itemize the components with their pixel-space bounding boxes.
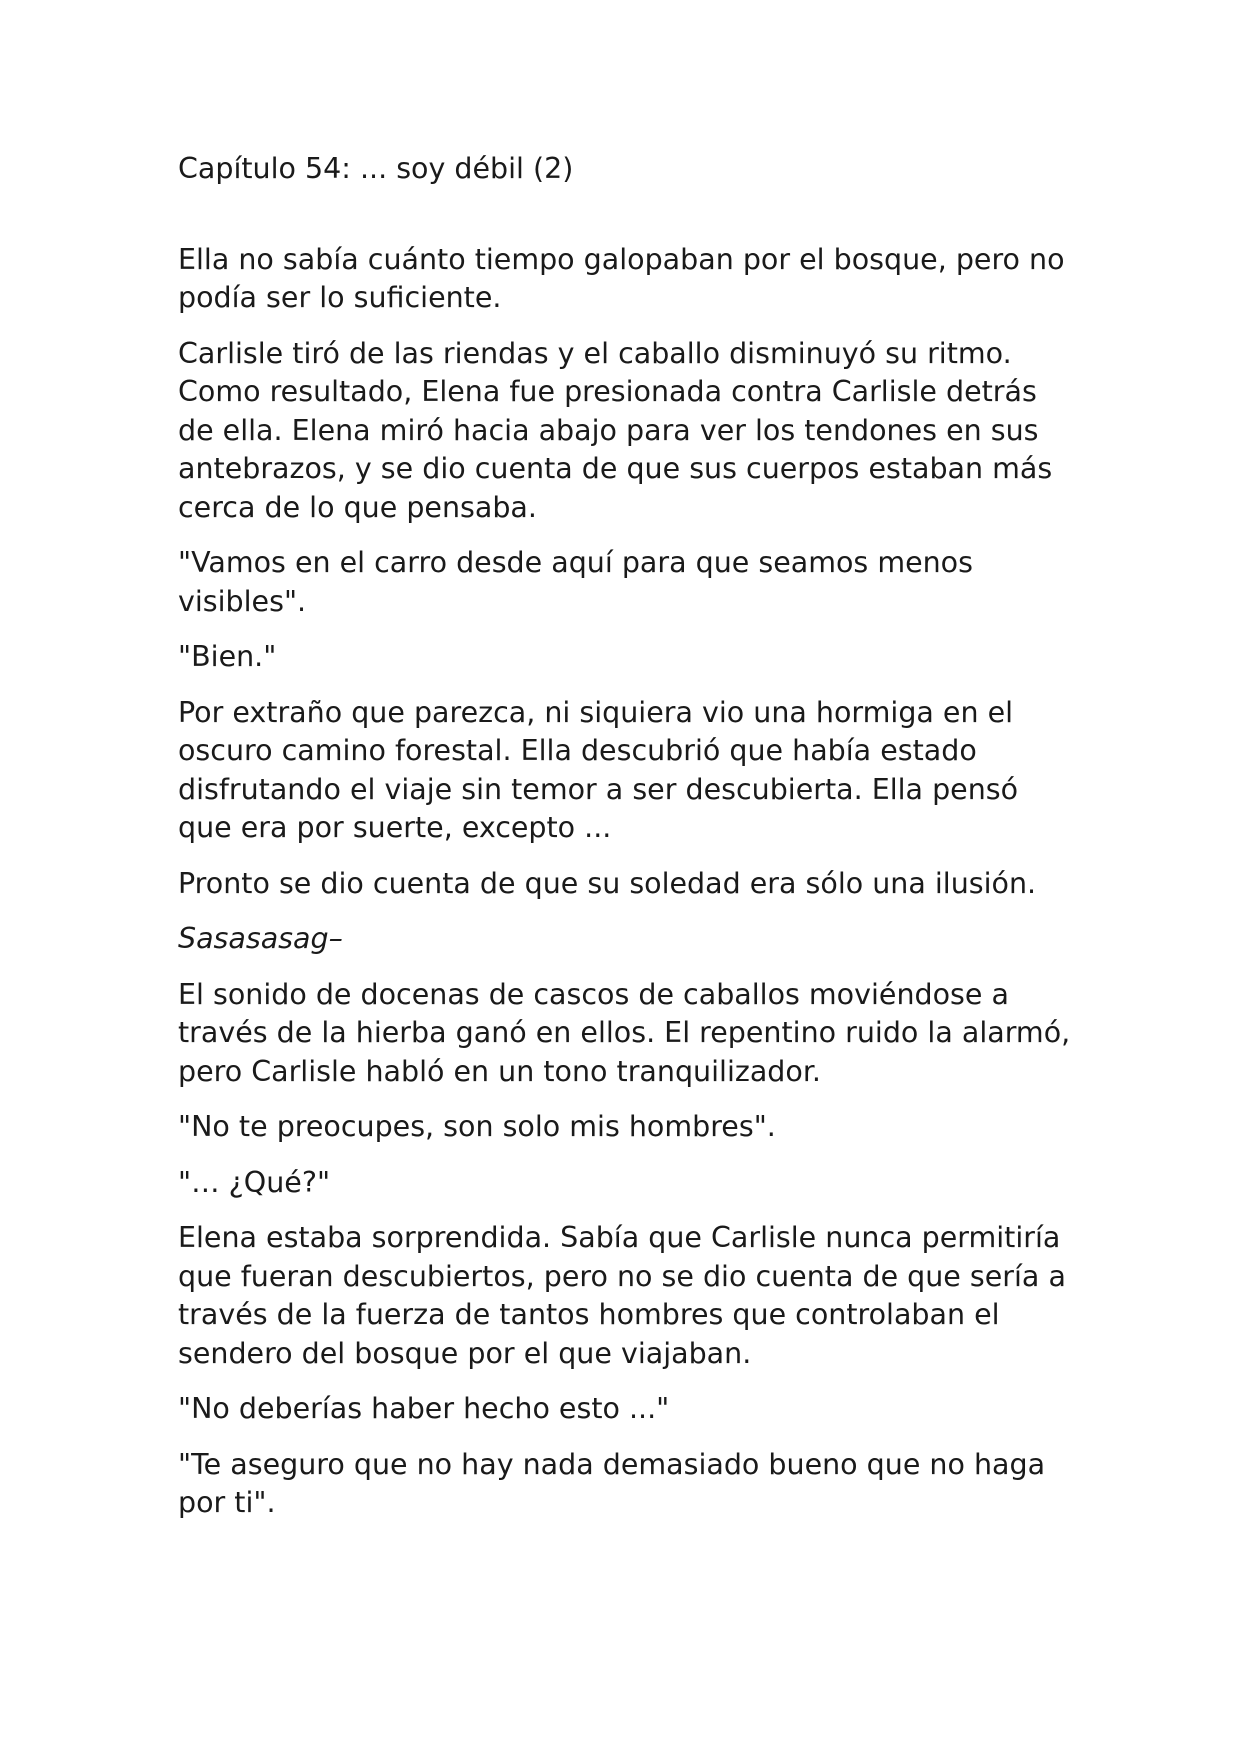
body-paragraph: "… ¿Qué?" bbox=[178, 1165, 331, 1199]
body-paragraph: "No te preocupes, son solo mis hombres". bbox=[178, 1110, 776, 1143]
body-paragraph: Por extraño que parezca, ni siquiera vio una hormiga en el oscuro camino forestal. Ella descubrió que había estado disfrutando el viaje sin temor a ser descubierta. Ella pensó que era por suerte, excepto ... bbox=[178, 695, 1019, 844]
body-paragraph: El sonido de docenas de cascos de caballos moviéndose a través de la hierba ganó en ellos. El repentino ruido la alarmó, pero Carlisle habló en un tono tranquilizador. bbox=[178, 977, 1071, 1088]
body-paragraph: "No deberías haber hecho esto ..." bbox=[178, 1392, 670, 1425]
body-paragraph: "Bien." bbox=[178, 640, 277, 673]
chapter-title: Capítulo 54: ... soy débil (2) bbox=[178, 152, 574, 185]
body-paragraph: "Te aseguro que no hay nada demasiado bueno que no haga por ti". bbox=[178, 1447, 1046, 1519]
body-paragraph: Sasasasag– bbox=[178, 922, 343, 955]
body-paragraph: "Vamos en el carro desde aquí para que seamos menos visibles". bbox=[178, 546, 973, 618]
body-paragraph: Elena estaba sorprendida. Sabía que Carlisle nunca permitiría que fueran descubiertos, pero no se dio cuenta de que sería a través de la fuerza de tantos hombres que controlaban el sendero del bosque por el que viajaban. bbox=[178, 1221, 1066, 1370]
body-paragraph: Pronto se dio cuenta de que su soledad era sólo una ilusión. bbox=[178, 866, 1037, 900]
body-paragraph: Ella no sabía cuánto tiempo galopaban por el bosque, pero no podía ser lo suficiente. bbox=[178, 242, 1065, 314]
body-paragraph: Carlisle tiró de las riendas y el caballo disminuyó su ritmo. Como resultado, Elena fue presionada contra Carlisle detrás de ella. Elena miró hacia abajo para ver los tendones en sus antebrazos, y se dio cuenta de que sus cuerpos estaban más cerca de lo que pensaba. bbox=[178, 336, 1053, 524]
document-body bbox=[178, 241, 1080, 1523]
